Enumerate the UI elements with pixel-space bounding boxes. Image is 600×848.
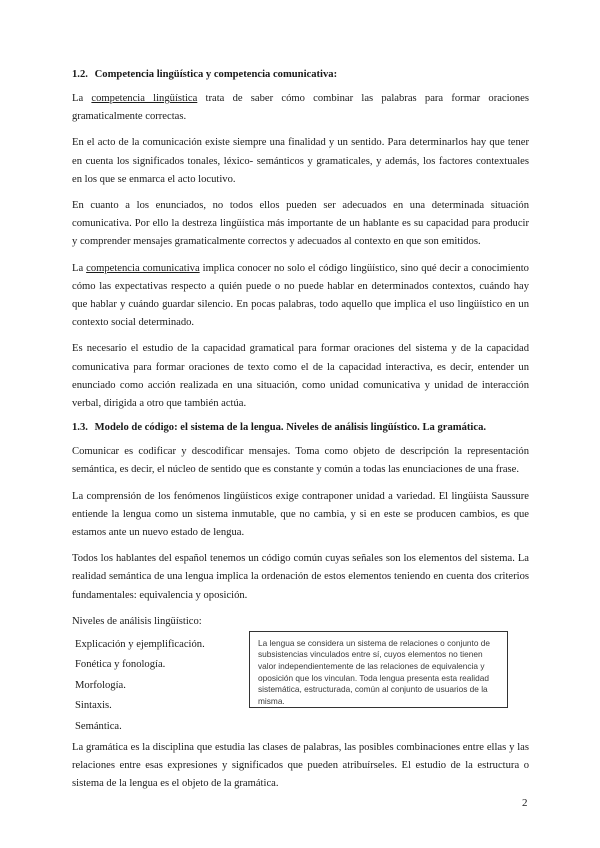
paragraph: La comprensión de los fenómenos lingüísticos exige contraponer unidad a variedad. El lingüista Saussure entiende la lengua como un sistema inmutable, que no cambia, y si en este se producen cambios, es que estamos ante un nuevo estado de lengua. xyxy=(72,490,529,539)
list-item-label: Fonética y fonología. xyxy=(75,659,166,671)
quote-box: La lengua se considera un sistema de relaciones o conjunto de subsistencias vinculados entre sí, cuyos elementos no tienen valor independientemente de las relaciones de equivalencia y oposición que los vinculan. Toda lengua presenta esta realidad sistemática, estructurada, común al conjunto de usuarios de la misma. xyxy=(249,631,508,708)
list-item-label: Sintaxis. xyxy=(75,700,112,712)
section-number: 1.3. xyxy=(72,422,88,434)
list-item-label: Explicación y ejemplificación. xyxy=(75,638,205,650)
section-heading-1-2 xyxy=(72,68,529,82)
text-span: La xyxy=(72,93,92,104)
paragraph: La gramática es la disciplina que estudia las clases de palabras, las posibles combinaciones entre ellas y las relaciones entre esas expresiones y significados que pueden atribuírseles. El estudio de la estructura o sistema de la lengua es el objeto de la gramática. xyxy=(72,741,529,790)
section-title: Modelo de código: el sistema de la lengua. Niveles de análisis lingüístico. La gramática. xyxy=(94,422,487,434)
paragraph: Es necesario el estudio de la capacidad gramatical para formar oraciones del sistema y de la capacidad comunicativa para formar oraciones de texto como el de la capacidad interactiva, es decir, entender un enunciado como acción realizada en una situación, como unidad comunicativa y unidad de interacción verbal, dirigida a otro que también actúa. xyxy=(72,343,529,410)
text-span: implica conocer no solo el código lingüístico, sino qué decir a conocimiento cómo las expectativas respecto a quién puede o no puede hablar en determinados contextos, cuándo hay que hablar y cuándo guardar silencio. En pocas palabras, todo aquello que implica el uso lingüístico en un contexto social determinado. xyxy=(72,262,529,329)
levels-title: Niveles de análisis lingüístico: xyxy=(72,615,202,627)
section-number: 1.2. xyxy=(72,69,88,80)
paragraph-competencia-linguistica xyxy=(72,90,529,126)
section-heading-1-3 xyxy=(72,421,529,435)
document-page xyxy=(72,68,529,801)
list-item-label: Morfología. xyxy=(75,679,126,691)
text-span: La xyxy=(72,262,87,274)
list-item xyxy=(72,717,529,737)
levels-section xyxy=(72,613,529,731)
list-item-label: Semántica. xyxy=(75,720,122,732)
paragraph: En el acto de la comunicación existe siempre una finalidad y un sentido. Para determinarlos hay que tener en cuenta los significados tonales, léxico- semánticos y gramaticales, y además, los factores contextuales en los que se enmarca el acto locutivo. xyxy=(72,137,529,185)
paragraph: Todos los hablantes del español tenemos un código común cuyas señales son los elementos del sistema. La realidad semántica de una lengua implica la ordenación de estos elementos teniendo en cuenta dos criterios fundamentales: equivalencia y oposición. xyxy=(72,553,529,601)
term-competencia-linguistica: competencia lingüística xyxy=(91,93,198,104)
text-span: trata de saber cómo combinar las palabras para formar oraciones gramaticalmente correctas. xyxy=(72,93,529,123)
paragraph: En cuanto a los enunciados, no todos ellos pueden ser adecuados en una determinada situación comunicativa. Por ello la destreza lingüística más importante de un hablante es su capacidad para producir y comprender mensajes gramaticalmente correctos y adecuados al contexto en que son emitidos. xyxy=(72,200,529,248)
paragraph-competencia-comunicativa xyxy=(72,260,529,333)
term-competencia-comunicativa: competencia comunicativa xyxy=(86,262,200,274)
page-number: 2 xyxy=(522,797,528,809)
section-title: Competencia lingüística y competencia comunicativa: xyxy=(94,69,338,80)
paragraph: Comunicar es codificar y descodificar mensajes. Toma como objeto de descripción la representación semántica, es decir, el núcleo de sentido que es constante y común a todas las enunciaciones de una frase. xyxy=(72,446,529,476)
